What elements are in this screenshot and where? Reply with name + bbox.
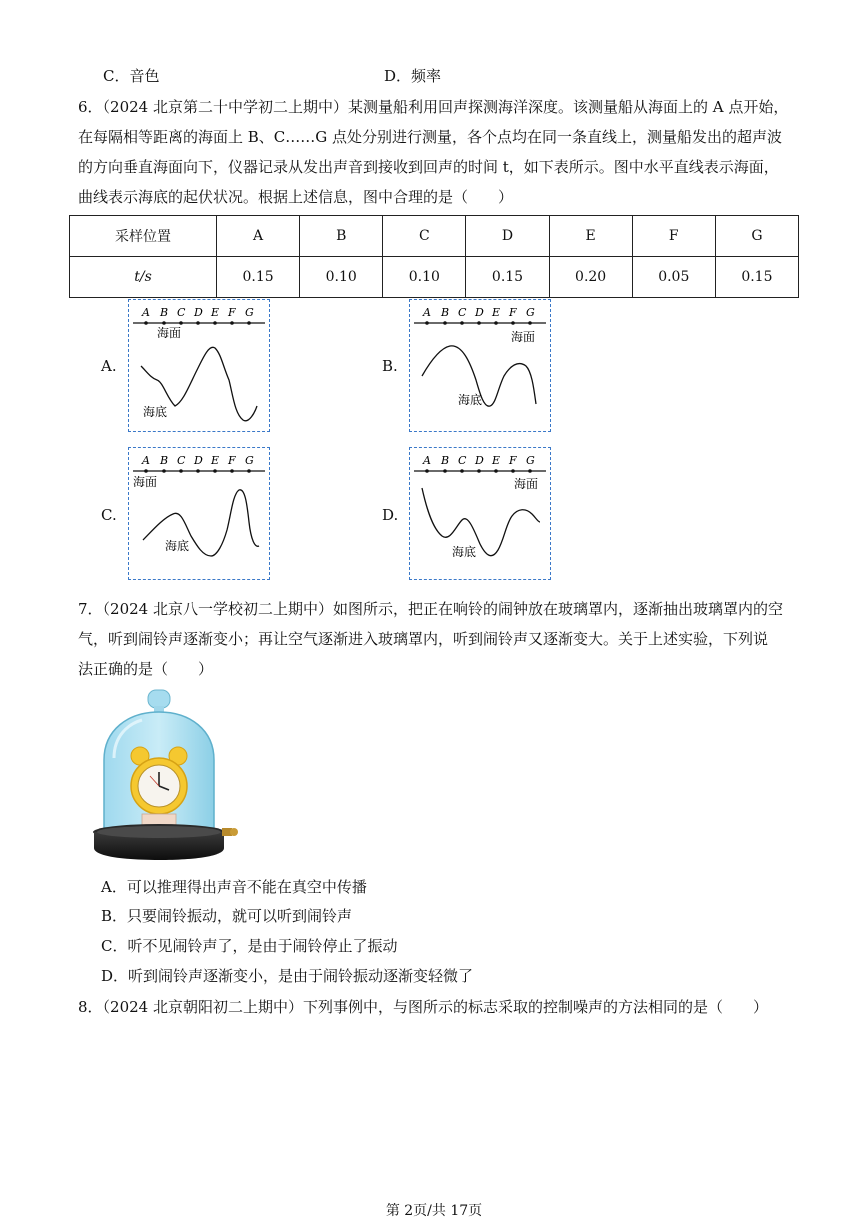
- q7-line-2: 气，听到闹铃声逐渐变小；再让空气逐渐进入玻璃罩内，听到闹铃声又逐渐变大。关于上述实验，下列说: [78, 630, 769, 648]
- table-row-label: t/s: [70, 257, 217, 298]
- q6-line-3: 的方向垂直海面向下，仪器记录从发出声音到接收到回声的时间 t，如下表所示。图中水平直线表示海面，: [78, 158, 779, 176]
- q8-line-1: 8．（2024 北京朝阳初二上期中）下列事例中，与图所示的标志采取的控制噪声的方法相同的是（ ）: [78, 998, 768, 1016]
- point-label: C: [177, 306, 186, 319]
- q7-option-b: B．只要闹铃振动，就可以听到闹铃声: [101, 907, 353, 925]
- point-label: E: [211, 306, 220, 319]
- point-label: A: [423, 306, 431, 319]
- table-cell: C: [383, 216, 466, 257]
- q6-diagram-c: [128, 447, 270, 580]
- point-label: E: [211, 454, 220, 467]
- sea-floor-curve: [143, 490, 259, 556]
- q6-diagram-b: [409, 299, 551, 432]
- point-label: A: [423, 454, 431, 467]
- point-label: C: [458, 306, 467, 319]
- point-label: F: [509, 454, 517, 467]
- sea-surface-label: 海面: [511, 330, 536, 344]
- point-label: G: [245, 306, 254, 319]
- point-label: F: [228, 306, 236, 319]
- point-label: F: [509, 306, 517, 319]
- point-label: A: [142, 454, 150, 467]
- table-cell: E: [549, 216, 632, 257]
- point-label: C: [458, 454, 467, 467]
- table-cell: 0.15: [715, 257, 798, 298]
- point-labels: [141, 306, 254, 319]
- sea-floor-curve: [422, 488, 540, 556]
- table-cell: A: [217, 216, 300, 257]
- q6-option-a-letter: A.: [101, 357, 117, 375]
- sea-floor-label: 海底: [143, 405, 168, 419]
- table-cell: B: [300, 216, 383, 257]
- q7-line-3: 法正确的是（ ）: [78, 660, 214, 678]
- sea-floor-label: 海底: [452, 545, 477, 559]
- q6-option-d-letter: D.: [382, 506, 399, 524]
- point-label: A: [142, 306, 150, 319]
- q6-diagram-a: [128, 299, 270, 432]
- q7-option-a: A．可以推理得出声音不能在真空中传播: [101, 878, 367, 896]
- q6-line-2: 在每隔相等距离的海面上 B、C……G 点处分别进行测量，各个点均在同一条直线上，测量船发出的超声波: [78, 128, 783, 146]
- point-label: F: [228, 454, 236, 467]
- table-cell: 0.15: [466, 257, 549, 298]
- q5-option-c: C．音色: [103, 67, 160, 85]
- table-header-label: 采样位置: [70, 216, 217, 257]
- point-label: G: [245, 454, 254, 467]
- sea-floor-label: 海底: [458, 393, 483, 407]
- point-label: D: [194, 306, 203, 319]
- table-row: [70, 257, 799, 298]
- sea-floor-label: 海底: [165, 539, 190, 553]
- point-label: B: [160, 454, 169, 467]
- point-labels: [141, 454, 254, 467]
- table-cell: 0.10: [383, 257, 466, 298]
- table-cell: 0.20: [549, 257, 632, 298]
- q6-option-b-letter: B.: [382, 357, 398, 375]
- q7-option-c: C．听不见闹铃声了，是由于闹铃停止了振动: [101, 937, 398, 955]
- page-number-footer: 第 2页/共 17页: [385, 1203, 483, 1219]
- q7-option-d: D．听到闹铃声逐渐变小，是由于闹铃振动逐渐变轻微了: [101, 967, 474, 985]
- point-label: C: [177, 454, 186, 467]
- q7-line-1: 7．（2024 北京八一学校初二上期中）如图所示，把正在响铃的闹钟放在玻璃罩内，逐渐抽出玻璃罩内的空: [78, 600, 783, 618]
- point-label: G: [526, 306, 535, 319]
- point-label: E: [492, 454, 501, 467]
- point-label: D: [475, 454, 484, 467]
- bell-jar-alarm-clock-image: [92, 688, 238, 864]
- table-cell: D: [466, 216, 549, 257]
- sea-surface-label: 海面: [514, 477, 539, 491]
- q6-option-c-letter: C.: [101, 506, 117, 524]
- q6-line-4: 曲线表示海底的起伏状况。根据上述信息，图中合理的是（ ）: [78, 188, 514, 206]
- q6-line-1: 6．（2024 北京第二十中学初二上期中）某测量船利用回声探测海洋深度。该测量船从海面上的 A 点开始，: [78, 98, 789, 116]
- point-labels: [422, 306, 535, 319]
- table-row: [70, 216, 799, 257]
- table-cell: 0.10: [300, 257, 383, 298]
- q6-data-table: [69, 215, 799, 298]
- point-label: D: [475, 306, 484, 319]
- point-label: G: [526, 454, 535, 467]
- point-labels: [422, 454, 535, 467]
- point-label: B: [160, 306, 169, 319]
- table-cell: 0.05: [632, 257, 715, 298]
- point-label: B: [441, 454, 450, 467]
- table-cell: F: [632, 216, 715, 257]
- sea-surface-label: 海面: [157, 326, 182, 340]
- point-label: D: [194, 454, 203, 467]
- point-label: E: [492, 306, 501, 319]
- table-cell: 0.15: [217, 257, 300, 298]
- sea-surface-label: 海面: [133, 475, 158, 489]
- table-cell: G: [715, 216, 798, 257]
- q6-diagram-d: [409, 447, 551, 580]
- point-label: B: [441, 306, 450, 319]
- q5-option-d: D．频率: [384, 67, 442, 85]
